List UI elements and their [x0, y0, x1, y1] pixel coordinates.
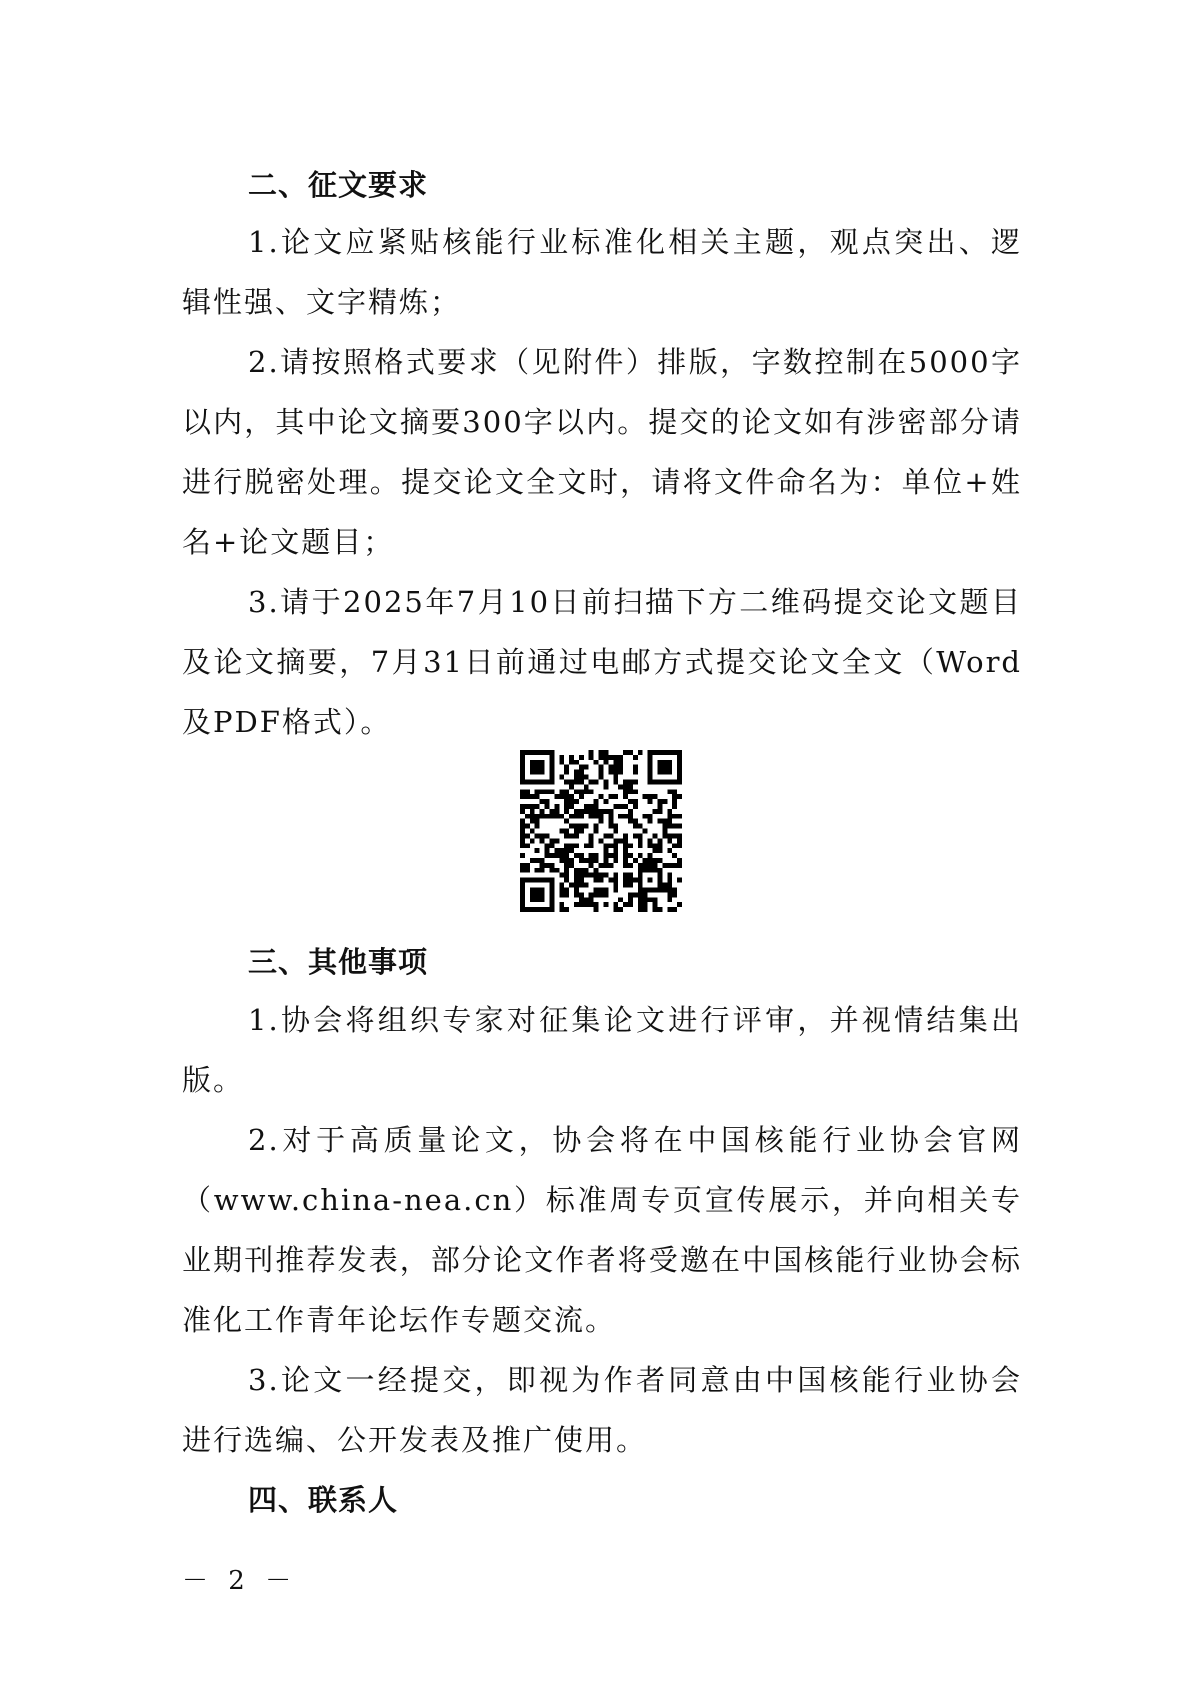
other-item-3: 3.论文一经提交，即视为作者同意由中国核能行业协会进行选编、公开发表及推广使用。: [182, 1363, 1022, 1457]
other-item-2: 2.对于高质量论文，协会将在中国核能行业协会官网（www.china-nea.cn）标准周专页宣传展示，并向相关专业期刊推荐发表，部分论文作者将受邀在中国核能行业协会标准化工作青年论坛作专题交流。: [182, 1123, 1022, 1337]
other-item-1: 1.协会将组织专家对征集论文进行评审，并视情结集出版。: [182, 1003, 1022, 1097]
page-number: － 2 －: [182, 1566, 298, 1596]
requirement-item-3: 3.请于2025年7月10日前扫描下方二维码提交论文题目及论文摘要，7月31日前通过电邮方式提交论文全文（Word及PDF格式）。: [182, 585, 1022, 739]
qr-code-icon[interactable]: [520, 750, 682, 912]
qr-code-graphic: [520, 750, 682, 912]
section-heading-contact: 四、联系人: [248, 1483, 399, 1517]
requirement-item-2: 2.请按照格式要求（见附件）排版，字数控制在5000字以内，其中论文摘要300字以内。提交的论文如有涉密部分请进行脱密处理。提交论文全文时，请将文件命名为：单位+姓名+论文题目；: [182, 345, 1022, 559]
section-heading-other-matters: 三、其他事项: [248, 945, 429, 979]
section-heading-requirements: 二、征文要求: [248, 168, 429, 202]
requirement-item-1: 1.论文应紧贴核能行业标准化相关主题，观点突出、逻辑性强、文字精炼；: [182, 225, 1022, 319]
